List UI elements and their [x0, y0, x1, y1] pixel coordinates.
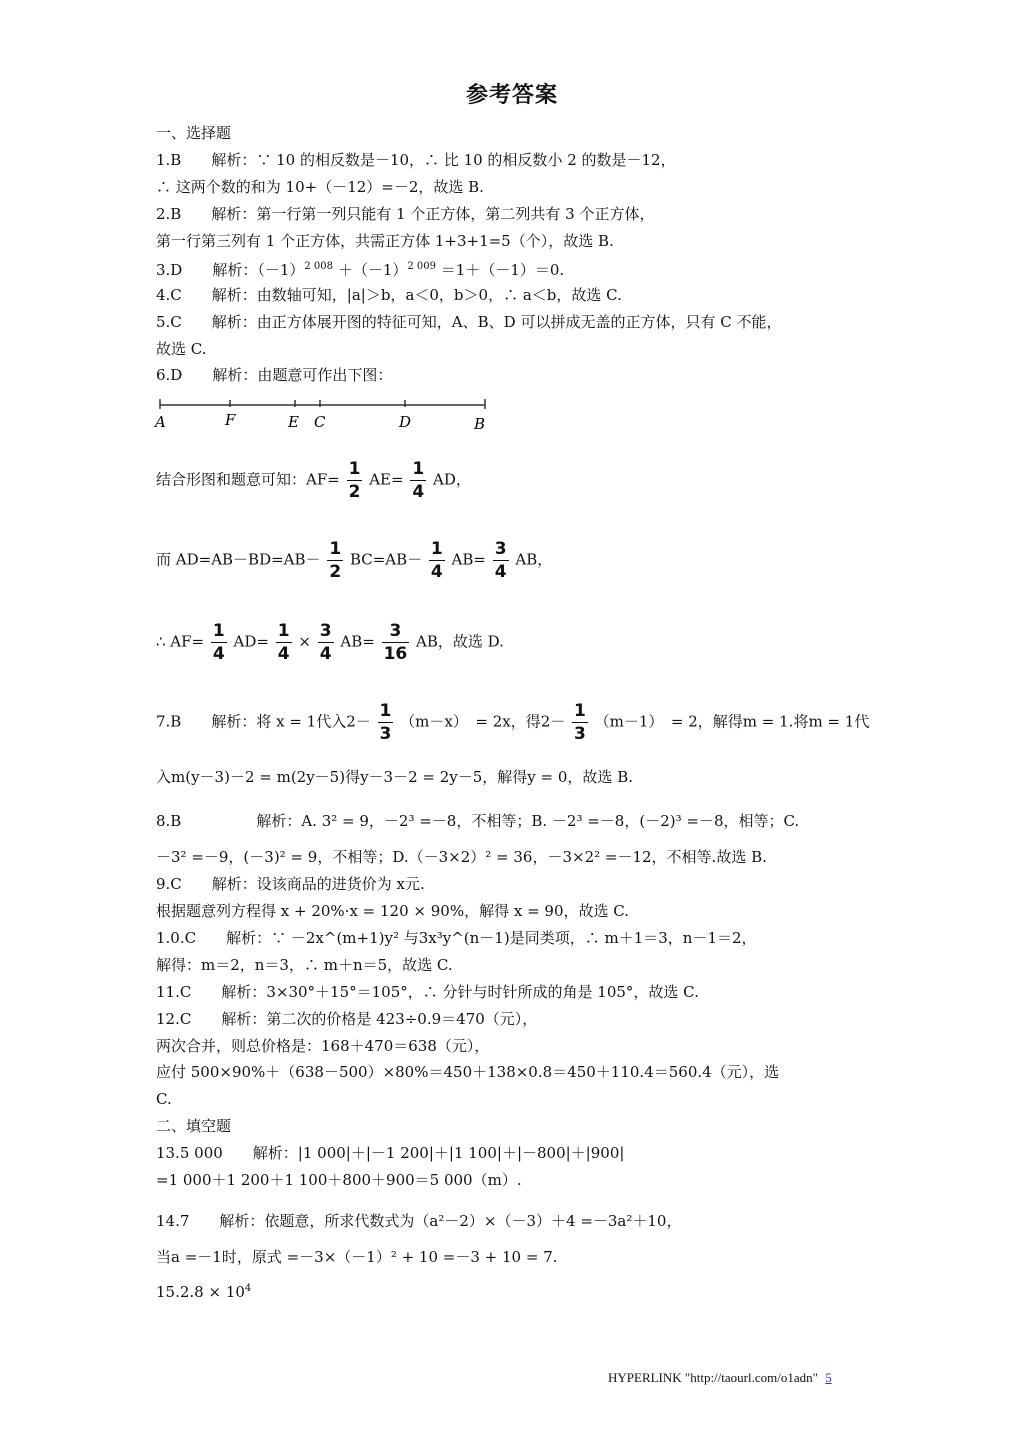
hyperlink-field-text: HYPERLINK "http://taourl.com/o1adn": [608, 1370, 818, 1385]
fraction-denominator: 4: [212, 644, 225, 664]
fraction-denominator: 4: [494, 562, 507, 582]
answer-6-text: AB，: [515, 550, 553, 569]
answer-1-line-1: 1.B 解析：∵ 10 的相反数是－10，∴ 比 10 的相反数小 2 的数是－12，: [156, 151, 676, 169]
fraction-one-third: [378, 700, 394, 745]
answer-6-text: AB=: [340, 632, 375, 651]
point-label-f: F: [225, 411, 236, 429]
answer-7-text: （m－1） = 2，解得m = 1.将m = 1代: [594, 712, 870, 731]
answer-1-line-2: ∴ 这两个数的和为 10+（－12）=－2，故选 B.: [156, 178, 484, 196]
fraction-one-half: [347, 458, 363, 503]
point-label-d: D: [399, 413, 412, 431]
answer-11: 11.C 解析：3×30°＋15°＝105°，∴ 分针与时针所成的角是 105°，故选 C.: [156, 983, 699, 1001]
fraction-numerator: 1: [348, 459, 361, 479]
answer-12-line-1: 12.C 解析：第二次的价格是 423÷0.9＝470（元），: [156, 1010, 538, 1028]
answer-6-text: AB=: [451, 550, 486, 569]
answer-2-line-1: 2.B 解析：第一行第一列只能有 1 个正方体，第二列共有 3 个正方体，: [156, 205, 655, 223]
answer-7-line-1: [156, 700, 869, 745]
fraction-one-quarter: [410, 458, 426, 503]
answer-3-mid: ＋（－1）: [337, 261, 408, 279]
answer-4: 4.C 解析：由数轴可知，|a|＞b，a＜0，b＞0，∴ a＜b，故选 C.: [156, 286, 622, 304]
fraction-one-half: [327, 538, 343, 583]
fraction-three-quarter: [318, 620, 334, 665]
fraction-three-sixteenth: [382, 620, 410, 665]
answer-8-line-2: －3² =－9，(－3)² = 9，不相等；D.（－3×2）² = 36，－3×2² =－12，不相等.故选 B.: [156, 848, 767, 866]
answer-6-text: AE=: [369, 470, 404, 489]
answer-15-exp: 4: [244, 1283, 252, 1294]
fraction-numerator: 3: [382, 620, 410, 643]
fraction-one-third: [572, 700, 588, 745]
fraction-denominator: 2: [348, 482, 361, 502]
page-number-link[interactable]: 5: [825, 1370, 832, 1385]
answer-6-text: AD=: [233, 632, 269, 651]
point-label-c: C: [314, 413, 326, 431]
answer-15-head: 15.: [156, 1283, 180, 1301]
fraction-three-quarter: [493, 538, 509, 583]
fraction-denominator: 16: [383, 644, 408, 664]
fraction-numerator: 1: [212, 621, 225, 641]
answer-12-line-4: C.: [156, 1090, 172, 1108]
section-heading-choice: 一、选择题: [156, 124, 232, 142]
answer-5-line-1: 5.C 解析：由正方体展开图的特征可知，A、B、D 可以拼成无盖的正方体，只有 C 不能，: [156, 313, 782, 331]
answer-3-tail: ＝1＋（－1）＝0.: [440, 261, 565, 279]
answer-6-text: 结合形图和题意可知：AF=: [156, 470, 340, 489]
fraction-one-quarter: [276, 620, 292, 665]
answer-3: [156, 256, 564, 281]
answer-9-line-1: 9.C 解析：设该商品的进货价为 x元.: [156, 875, 425, 893]
point-label-a: A: [155, 413, 166, 431]
answer-3-exp-1: 2 008: [304, 261, 334, 272]
answer-5-line-2: 故选 C.: [156, 340, 207, 358]
answer-7-text: （m－x） = 2x，得2－: [400, 712, 566, 731]
answer-6-text: AB，故选 D.: [416, 632, 504, 651]
fraction-one-quarter: [429, 538, 445, 583]
answer-8-line-1: 8.B 解析：A. 3² = 9，－2³ =－8，不相等；B. －2³ =－8，(－2)³ =－8，相等；C.: [156, 812, 800, 830]
answer-3-head: 3.D 解析：（－1）: [156, 261, 305, 279]
answer-3-exp-2: 2 009: [407, 261, 436, 272]
fraction-one-quarter: [211, 620, 227, 665]
fraction-numerator: 1: [329, 539, 342, 559]
answer-13-line-2: =1 000＋1 200＋1 100＋800＋900＝5 000（m）.: [156, 1171, 522, 1189]
fraction-numerator: 3: [319, 621, 332, 641]
answer-2-line-2: 第一行第三列有 1 个正方体，共需正方体 1+3+1=5（个），故选 B.: [156, 232, 614, 250]
page-footer: [608, 1370, 832, 1386]
fraction-denominator: 4: [277, 644, 290, 664]
fraction-numerator: 1: [379, 701, 392, 721]
answer-7-line-2: 入m(y－3)－2 = m(2y－5)得y－3－2 = 2y－5，解得y = 0，故选 B.: [156, 768, 633, 786]
answer-13-line-1: 13.5 000 解析：|1 000|＋|－1 200|＋|1 100|＋|－800|＋|900|: [156, 1144, 625, 1162]
answer-6-line-1: 6.D 解析：由题意可作出下图：: [156, 366, 393, 384]
answer-6-text: BC=AB－: [349, 550, 423, 569]
answer-10-line-1: 1.0.C 解析：∵ －2x^(m+1)y² 与3x³y^(n－1)是同类项，∴ m＋1＝3，n－1＝2，: [156, 929, 757, 947]
fraction-denominator: 3: [574, 724, 586, 744]
answer-9-line-2: 根据题意列方程得 x + 20%·x = 120 × 90%，解得 x = 90，故选 C.: [156, 902, 629, 920]
fraction-denominator: 4: [412, 482, 425, 502]
answer-14-line-1: 14.7 解析：依题意，所求代数式为（a²－2）×（－3）＋4 =－3a²＋10，: [156, 1212, 682, 1230]
segment-diagram: [150, 395, 500, 435]
answer-6-text: ∴ AF=: [156, 632, 205, 651]
answer-6-line-4: [156, 620, 504, 665]
point-label-e: E: [288, 413, 299, 431]
section-heading-fill: 二、填空题: [156, 1117, 232, 1135]
answer-14-line-2: 当a =－1时，原式 =－3×（－1）² + 10 =－3 + 10 = 7.: [156, 1248, 558, 1266]
fraction-denominator: 3: [379, 724, 392, 744]
fraction-numerator: 1: [412, 459, 425, 479]
answer-12-line-2: 两次合并，则总价格是：168＋470＝638（元），: [156, 1037, 490, 1055]
answer-6-line-2: [156, 458, 471, 503]
fraction-denominator: 4: [430, 562, 443, 582]
fraction-denominator: 4: [319, 644, 332, 664]
fraction-numerator: 3: [494, 539, 507, 559]
answer-7-text: 7.B 解析：将 x = 1代入2－: [156, 712, 371, 731]
point-label-b: B: [474, 415, 486, 433]
page-title: 参考答案: [465, 83, 558, 108]
answer-15-base: 2.8 × 10: [179, 1283, 245, 1301]
fraction-denominator: 2: [329, 562, 342, 582]
fraction-numerator: 1: [277, 621, 290, 641]
answer-12-line-3: 应付 500×90%＋（638－500）×80%＝450＋138×0.8＝450＋110.4＝560.4（元），选: [156, 1063, 780, 1081]
fraction-numerator: 1: [430, 539, 443, 559]
answer-6-text: ×: [298, 632, 311, 651]
answer-6-text: AD，: [432, 470, 471, 489]
answer-10-line-2: 解得：m＝2，n＝3，∴ m＋n＝5，故选 C.: [156, 956, 453, 974]
answer-15: [156, 1278, 251, 1303]
answer-6-text: 而 AD=AB－BD=AB－: [156, 550, 321, 569]
answer-6-line-3: [156, 538, 552, 583]
fraction-numerator: 1: [574, 701, 586, 721]
